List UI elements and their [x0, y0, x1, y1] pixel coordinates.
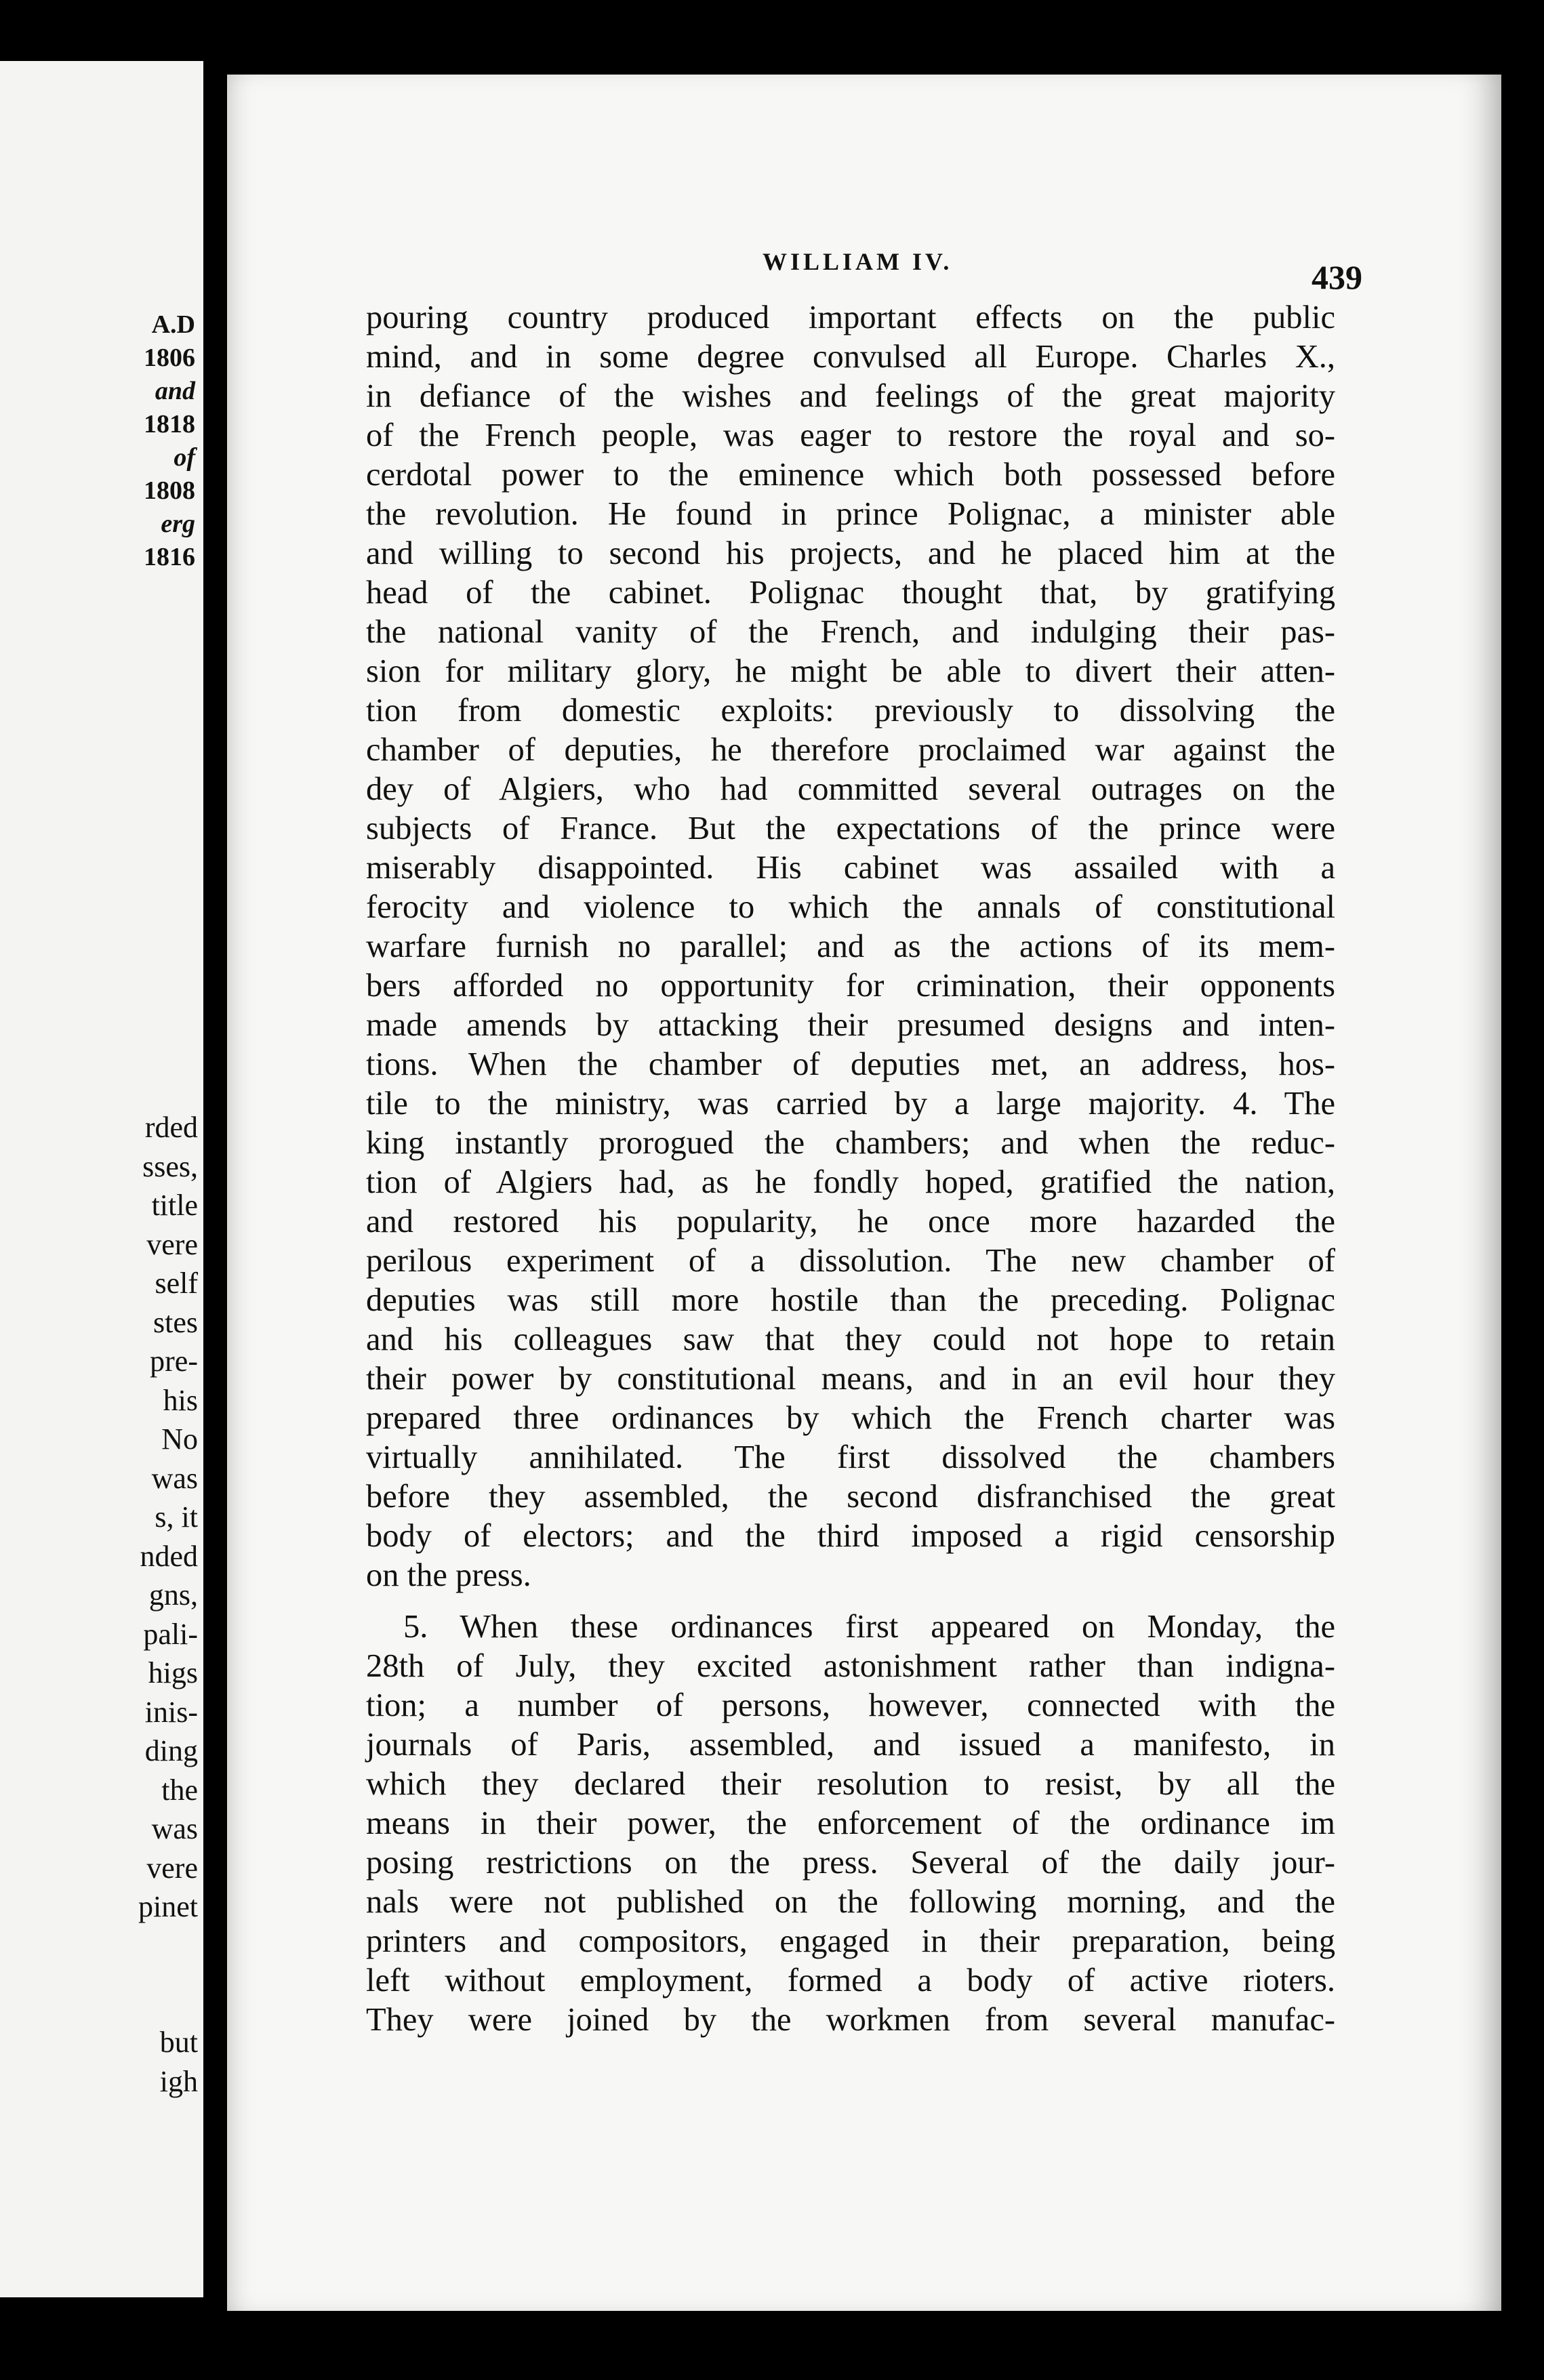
text-line: on the press.: [366, 1557, 531, 1593]
text-line: tions. When the chamber of deputies met, an address, hos-: [366, 1046, 1335, 1082]
left-text-line: his: [163, 1383, 198, 1417]
text-line: prepared three ordinances by which the French charter was: [366, 1400, 1335, 1436]
text-line: mind, and in some degree convulsed all Europe. Charles X.,: [366, 339, 1335, 375]
text-line: which they declared their resolution to resist, by all the: [366, 1766, 1335, 1802]
text-line: of the French people, was eager to restore the royal and so-: [366, 417, 1335, 453]
paragraph-2: [366, 1607, 1335, 2040]
left-text-line: vere: [146, 1227, 198, 1261]
text-line: posing restrictions on the press. Several of the daily jour-: [366, 1845, 1335, 1881]
margin-note: erg: [161, 510, 195, 538]
text-line: bers afforded no opportunity for crimination, their opponents: [366, 968, 1335, 1004]
text-line: means in their power, the enforcement of the ordinance im: [366, 1805, 1335, 1841]
margin-note: A.D: [151, 310, 195, 339]
margin-note: of: [174, 443, 195, 472]
text-line: body of electors; and the third imposed a rigid censorship: [366, 1518, 1335, 1554]
page-number: 439: [1312, 258, 1362, 296]
left-text-line: self: [155, 1267, 198, 1300]
text-line: chamber of deputies, he therefore proclaimed war against the: [366, 732, 1335, 768]
text-line: 28th of July, they excited astonishment rather than indigna-: [366, 1648, 1335, 1684]
left-text-line: stes: [153, 1305, 198, 1339]
left-text-line: higs: [148, 1656, 198, 1689]
margin-note: 1806: [144, 344, 195, 372]
text-line: They were joined by the workmen from several manufac-: [366, 2002, 1335, 2038]
left-page-text: [0, 1108, 203, 1927]
text-line: before they assembled, the second disfranchised the great: [366, 1479, 1335, 1515]
book-page: [227, 75, 1501, 2311]
left-text-line: was: [151, 1461, 198, 1495]
margin-note: 1818: [144, 410, 195, 438]
margin-note: 1816: [144, 543, 195, 571]
text-line: their power by constitutional means, and in an evil hour they: [366, 1361, 1335, 1397]
text-line: perilous experiment of a dissolution. The new chamber of: [366, 1243, 1335, 1279]
text-line: sion for military glory, he might be able to divert their atten-: [366, 653, 1335, 689]
text-line: tion; a number of persons, however, connected with the: [366, 1687, 1335, 1723]
text-line: tion of Algiers had, as he fondly hoped, gratified the nation,: [366, 1164, 1335, 1200]
left-text-line: ding: [144, 1734, 198, 1767]
left-text-line: but: [159, 2026, 198, 2059]
left-text-line: sses,: [142, 1149, 198, 1183]
left-text-line: s, it: [155, 1500, 198, 1534]
text-line: the national vanity of the French, and indulging their pas-: [366, 614, 1335, 650]
left-text-line: No: [161, 1422, 198, 1456]
text-line: 5. When these ordinances first appeared on Monday, the: [403, 1609, 1335, 1645]
left-text-line: pali-: [143, 1617, 198, 1651]
text-line: dey of Algiers, who had committed several outrages on the: [366, 771, 1335, 807]
text-line: head of the cabinet. Polignac thought that, by gratifying: [366, 575, 1335, 611]
text-line: in defiance of the wishes and feelings of the great majority: [366, 378, 1335, 414]
left-text-line: nded: [140, 1539, 198, 1573]
text-line: made amends by attacking their presumed designs and inten-: [366, 1007, 1335, 1043]
left-text-line: pinet: [138, 1890, 198, 1923]
text-line: journals of Paris, assembled, and issued a manifesto, in: [366, 1727, 1335, 1763]
text-line: virtually annihilated. The first dissolved the chambers: [366, 1439, 1335, 1475]
left-page-text-bottom: [0, 2023, 203, 2101]
text-line: nals were not published on the following morning, and the: [366, 1884, 1335, 1920]
text-line: tion from domestic exploits: previously to dissolving the: [366, 693, 1335, 729]
text-line: tile to the ministry, was carried by a large majority. 4. The: [366, 1086, 1335, 1122]
text-line: subjects of France. But the expectations of the prince were: [366, 811, 1335, 846]
left-text-line: gns,: [148, 1578, 198, 1612]
left-text-line: igh: [159, 2064, 198, 2098]
left-margin-notes: [8, 312, 203, 577]
margin-note: 1808: [144, 476, 195, 505]
text-line: cerdotal power to the eminence which both possessed before: [366, 457, 1335, 493]
left-text-line: title: [151, 1189, 198, 1222]
left-text-line: the: [161, 1773, 198, 1807]
running-head: WILLIAM IV.: [763, 248, 953, 275]
text-line: miserably disappointed. His cabinet was assailed with a: [366, 850, 1335, 886]
text-line: and willing to second his projects, and he placed him at the: [366, 535, 1335, 571]
left-text-line: vere: [146, 1851, 198, 1885]
text-line: printers and compositors, engaged in their preparation, being: [366, 1923, 1335, 1959]
left-text-line: rded: [144, 1111, 198, 1144]
left-text-line: was: [151, 1812, 198, 1845]
text-line: king instantly prorogued the chambers; and when the reduc-: [366, 1125, 1335, 1161]
facing-page-fragment: [0, 61, 203, 2297]
left-text-line: pre-: [150, 1345, 198, 1378]
text-line: and his colleagues saw that they could not hope to retain: [366, 1321, 1335, 1357]
text-line: left without employment, formed a body of active rioters.: [366, 1963, 1335, 1998]
text-line: deputies was still more hostile than the preceding. Polignac: [366, 1282, 1335, 1318]
text-line: pouring country produced important effects on the public: [366, 300, 1335, 335]
text-line: the revolution. He found in prince Polignac, a minister able: [366, 496, 1335, 532]
text-line: ferocity and violence to which the annals of constitutional: [366, 889, 1335, 925]
text-line: and restored his popularity, he once more hazarded the: [366, 1204, 1335, 1239]
paragraph-1: [366, 298, 1335, 1595]
margin-note: and: [155, 377, 195, 405]
body-text: [366, 298, 1335, 2040]
left-text-line: inis-: [144, 1695, 198, 1729]
text-line: warfare furnish no parallel; and as the actions of its mem-: [366, 928, 1335, 964]
